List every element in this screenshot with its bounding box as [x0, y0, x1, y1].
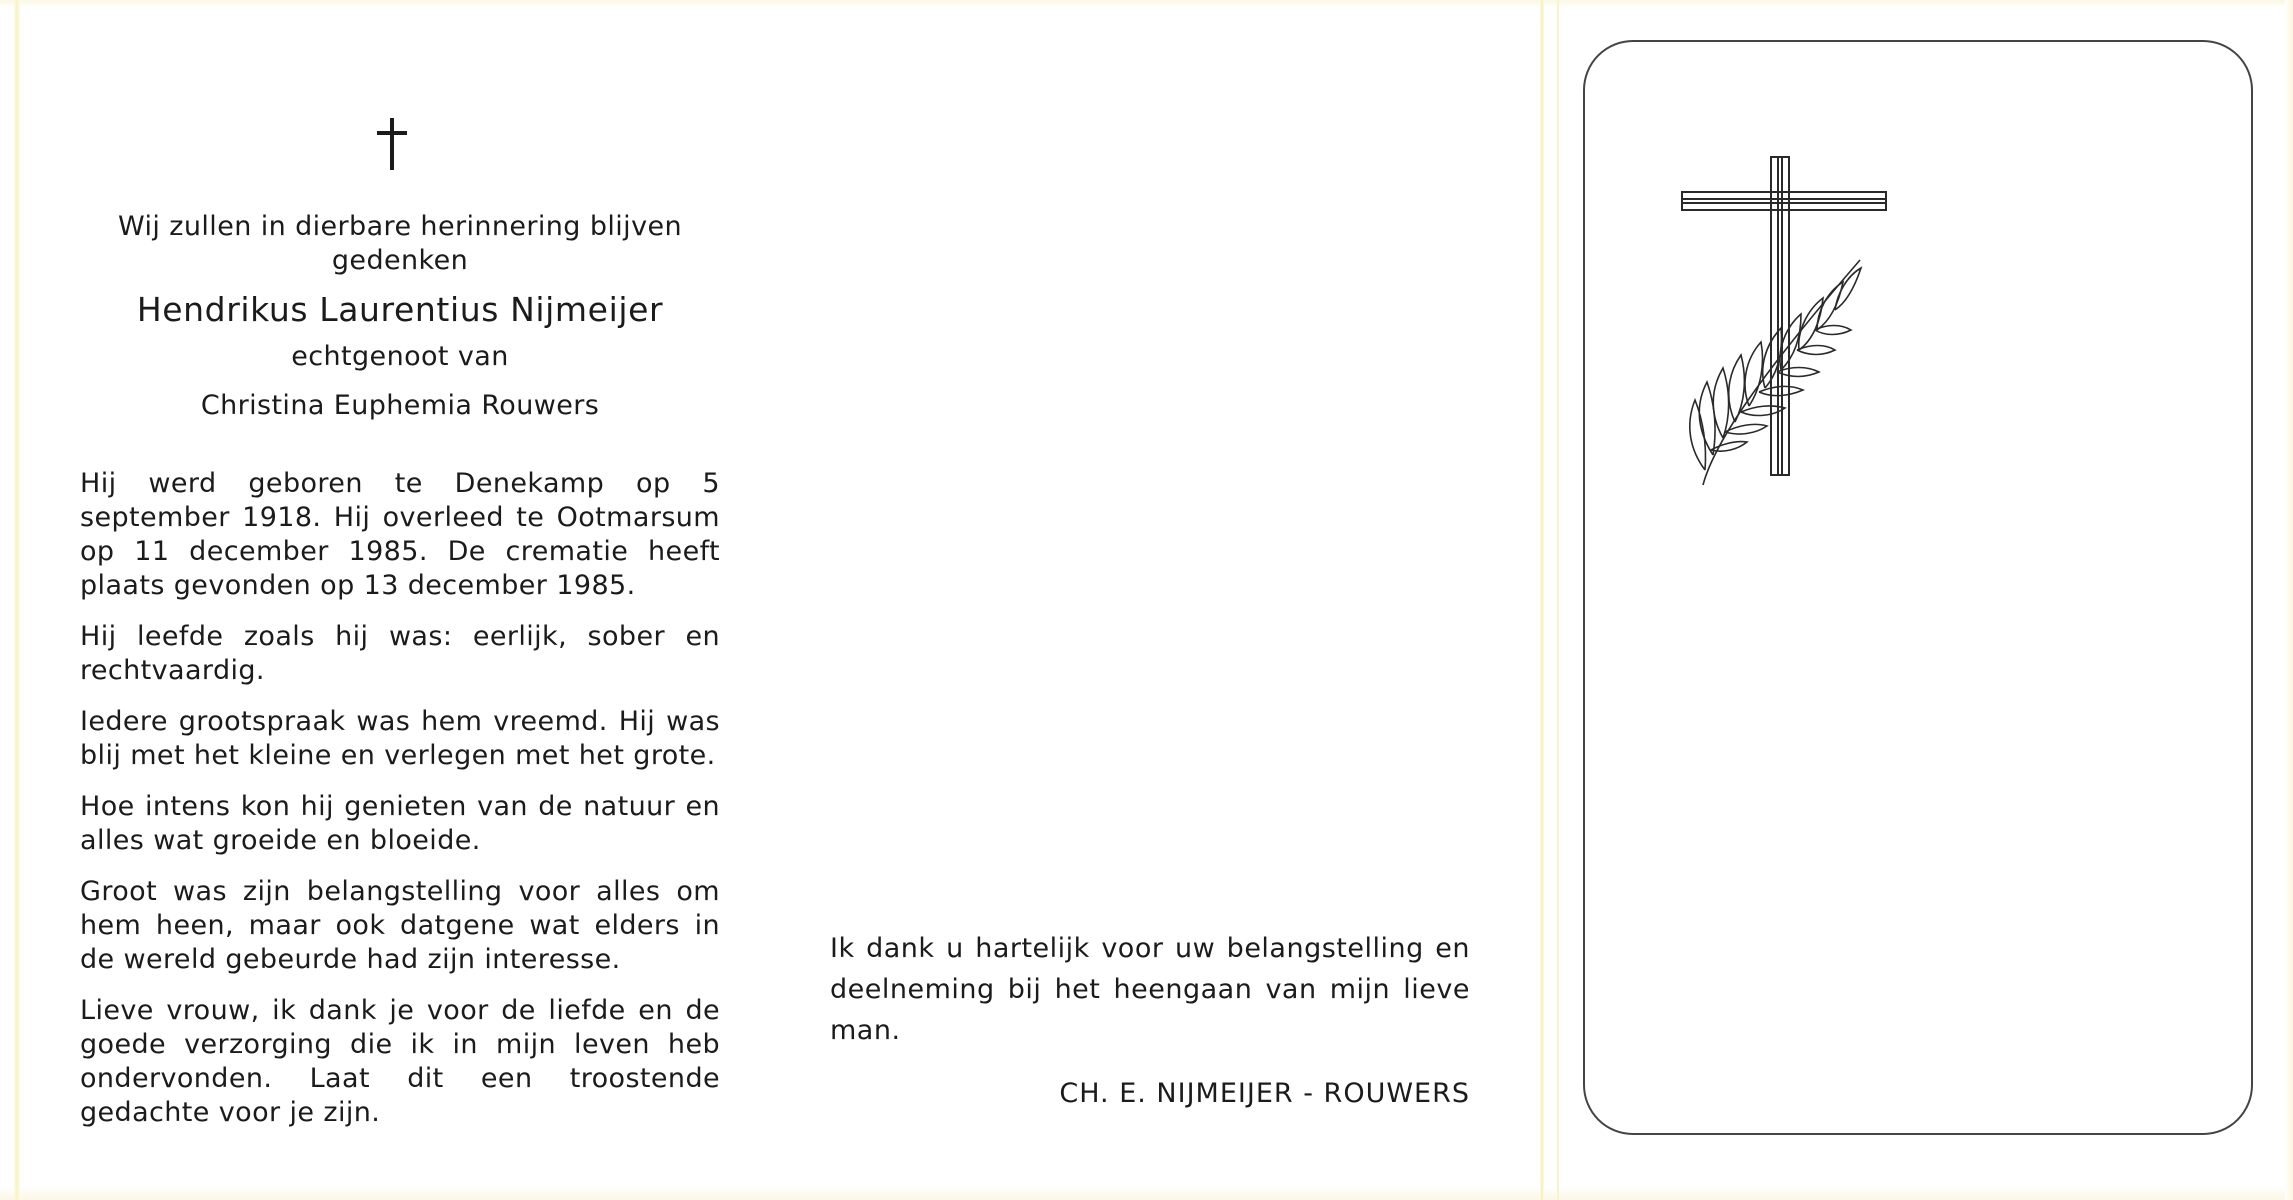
paper-edge-bottom: [0, 1186, 2293, 1200]
character-paragraph: Iedere grootspraak was hem vreemd. Hij was blij met het kleine en verlegen met het grote.: [80, 706, 720, 771]
character-paragraph: Hij leefde zoals hij was: eerlijk, sober en rechtvaardig.: [80, 621, 720, 686]
signature: CH. E. NIJMEIJER - ROUWERS: [1059, 1078, 1470, 1109]
character-paragraph: Hoe intens kon hij genieten van de natuur en alles wat groeide en bloeide.: [80, 791, 720, 856]
paper-edge-left: [14, 0, 20, 1200]
biography-paragraph: Hij werd geboren te Denekamp op 5 september 1918. Hij overleed te Ootmarsum op 11 december 1985. De crematie heeft plaats gevonden op 13 december 1985.: [80, 468, 720, 601]
farewell-paragraph: Lieve vrouw, ik dank je voor de liefde en de goede verzorging die ik in mijn leven heb ondervonden. Laat dit een troostende gedachte voor je zijn.: [80, 995, 720, 1128]
palm-cross-icon: [1675, 150, 1895, 500]
thank-you-note: [830, 928, 1470, 1114]
obituary-text: [80, 110, 720, 1130]
character-paragraph: Groot was zijn belangstelling voor alles om hem heen, maar ook datgene wat elders in de wereld gebeurde had zijn interesse.: [80, 876, 720, 975]
card-fold-shadow: [1557, 0, 1559, 1200]
card-fold: [1540, 0, 1544, 1200]
memorial-intro: Wij zullen in dierbare herinnering blijven gedenken: [118, 211, 682, 276]
paper-edge-top: [0, 0, 2293, 8]
thanks-text: Ik dank u hartelijk voor uw belangstelling en deelneming bij het heengaan van mijn lieve man.: [830, 933, 1470, 1046]
spouse-name: Christina Euphemia Rouwers: [200, 390, 600, 421]
paper-edge-right: [2285, 0, 2293, 1200]
deceased-name: Hendrikus Laurentius Nijmeijer: [136, 290, 664, 329]
relation-label: echtgenoot van: [291, 341, 509, 372]
